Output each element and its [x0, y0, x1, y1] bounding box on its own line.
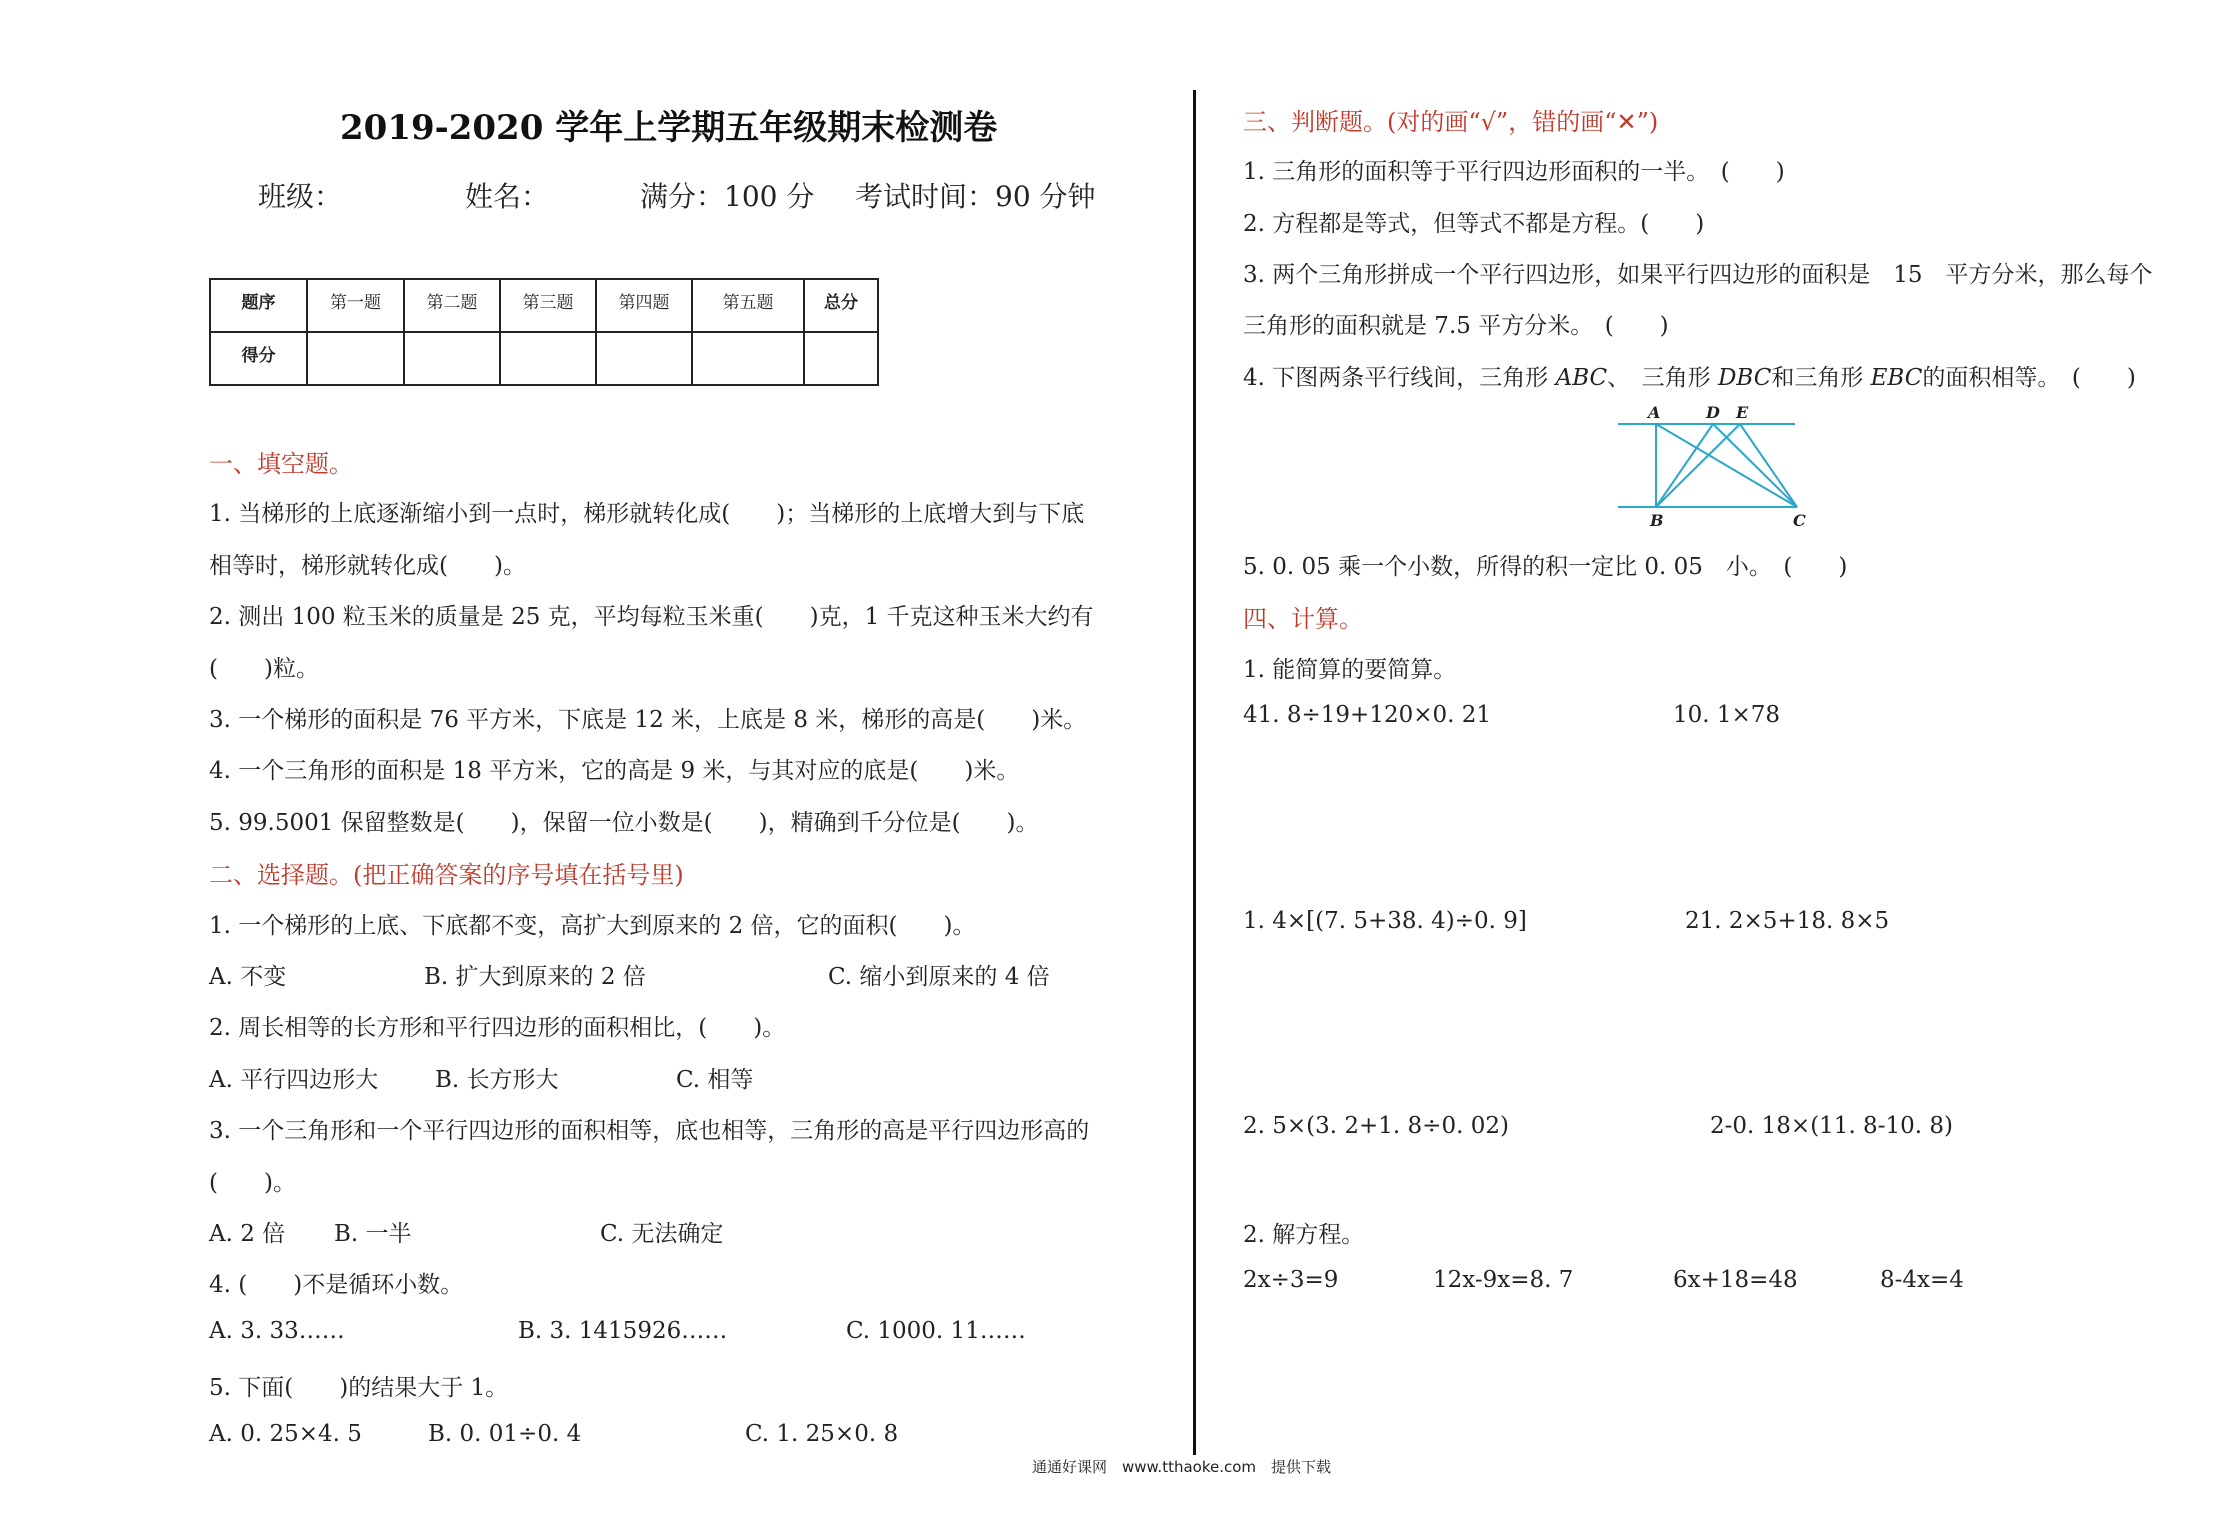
option-text: C. 相等: [676, 1067, 754, 1093]
score-cell[interactable]: [804, 332, 878, 385]
table-cell: 第四题: [596, 279, 692, 332]
exam-time: 考试时间：90 分钟: [855, 180, 1096, 213]
expression: 21. 2×5+18. 8×5: [1685, 908, 1890, 934]
score-cell[interactable]: [307, 332, 404, 385]
table-cell: 第五题: [692, 279, 804, 332]
text-segment: 的面积相等。 ( ): [1922, 365, 2136, 391]
score-cell[interactable]: [404, 332, 500, 385]
text-segment: 和三角形: [1771, 365, 1871, 391]
question-text: 5. 下面( )的结果大于 1。: [209, 1375, 509, 1401]
question-text: 2. 方程都是等式，但等式不都是方程。( ): [1243, 211, 1705, 237]
question-text: 相等时，梯形就转化成( )。: [209, 553, 526, 579]
table-cell: 题序: [210, 279, 307, 332]
option-text: A. 平行四边形大: [209, 1067, 379, 1093]
score-table: [209, 278, 879, 386]
option-text: B. 长方形大: [435, 1067, 559, 1093]
segment-ec: [1740, 424, 1797, 507]
question-text: 1. 三角形的面积等于平行四边形面积的一半。 ( ): [1243, 159, 1785, 185]
option-text: C. 无法确定: [600, 1221, 724, 1247]
parallel-lines-figure: [1610, 400, 1810, 535]
question-text: 5. 0. 05 乘一个小数，所得的积一定比 0. 05 小。 ( ): [1243, 554, 1848, 580]
class-label: 班级：: [258, 180, 343, 213]
question-text: 3. 一个梯形的面积是 76 平方米，下底是 12 米，上底是 8 米，梯形的高是( )米。: [209, 707, 1087, 733]
section-title: 四、计算。: [1243, 605, 1363, 633]
option-text: B. 3. 1415926……: [518, 1318, 728, 1344]
name-label: 姓名：: [465, 180, 550, 213]
point-label-c: C: [1793, 511, 1806, 530]
question-text: ( )。: [209, 1170, 296, 1196]
option-text: C. 缩小到原来的 4 倍: [828, 964, 1050, 990]
section-title: 一、填空题。: [209, 450, 353, 478]
point-label-d: D: [1706, 403, 1720, 422]
expression: 10. 1×78: [1673, 702, 1781, 728]
footer-credit: 通通好课网 www.tthaoke.com 提供下载: [1032, 1458, 1332, 1476]
option-text: A. 0. 25×4. 5: [209, 1421, 362, 1447]
expression: 41. 8÷19+120×0. 21: [1243, 702, 1492, 728]
question-text: ( )粒。: [209, 656, 319, 682]
table-cell: 第三题: [500, 279, 596, 332]
expression: 1. 4×[(7. 5+38. 4)÷0. 9]: [1243, 908, 1527, 934]
table-cell: 总分: [804, 279, 878, 332]
score-cell[interactable]: [596, 332, 692, 385]
subquestion-title: 2. 解方程。: [1243, 1222, 1365, 1248]
text-segment: 、 三角形: [1607, 365, 1718, 391]
equation: 8-4x=4: [1880, 1267, 1964, 1293]
question-text: 1. 一个梯形的上底、下底都不变，高扩大到原来的 2 倍，它的面积( )。: [209, 913, 976, 939]
section-title: 二、选择题。(把正确答案的序号填在括号里): [209, 861, 684, 889]
question-text: 3. 一个三角形和一个平行四边形的面积相等，底也相等，三角形的高是平行四边形高的: [209, 1118, 1090, 1144]
point-label-b: B: [1650, 511, 1664, 530]
question-text: 三角形的面积就是 7.5 平方分米。 ( ): [1243, 313, 1669, 339]
option-text: B. 扩大到原来的 2 倍: [424, 964, 646, 990]
equation: 12x-9x=8. 7: [1433, 1267, 1574, 1293]
option-text: A. 3. 33……: [209, 1318, 345, 1344]
text-segment: DBC: [1717, 365, 1772, 391]
text-segment: ABC: [1555, 365, 1608, 391]
score-table-score-row: [210, 332, 878, 385]
section-title: 三、判断题。(对的画“√”，错的画“✕”): [1243, 108, 1659, 136]
text-segment: EBC: [1870, 365, 1923, 391]
question-text: [1243, 359, 2136, 392]
expression: 2. 5×(3. 2+1. 8÷0. 02): [1243, 1113, 1509, 1139]
subquestion-title: 1. 能简算的要简算。: [1243, 657, 1457, 683]
question-text: 2. 周长相等的长方形和平行四边形的面积相比，( )。: [209, 1015, 786, 1041]
point-label-e: E: [1736, 403, 1749, 422]
option-text: C. 1000. 11……: [846, 1318, 1026, 1344]
equation: 2x÷3=9: [1243, 1267, 1339, 1293]
option-text: B. 0. 01÷0. 4: [428, 1421, 582, 1447]
question-text: 2. 测出 100 粒玉米的质量是 25 克，平均每粒玉米重( )克，1 千克这种玉米大约有: [209, 604, 1094, 630]
expression: 2-0. 18×(11. 8-10. 8): [1710, 1113, 1953, 1139]
question-text: 4. 一个三角形的面积是 18 平方米，它的高是 9 米，与其对应的底是( )米。: [209, 758, 1020, 784]
table-cell: 第二题: [404, 279, 500, 332]
option-text: B. 一半: [334, 1221, 412, 1247]
full-score: 满分：100 分: [640, 180, 815, 213]
point-label-a: A: [1648, 403, 1661, 422]
question-text: 1. 当梯形的上底逐渐缩小到一点时，梯形就转化成( )；当梯形的上底增大到与下底: [209, 501, 1085, 527]
column-divider: [1193, 90, 1196, 1455]
text-segment: 4. 下图两条平行线间，三角形: [1243, 365, 1556, 391]
option-text: A. 不变: [209, 964, 287, 990]
question-text: 3. 两个三角形拼成一个平行四边形，如果平行四边形的面积是 15 平方分米，那么每个: [1243, 262, 2153, 288]
option-text: C. 1. 25×0. 8: [745, 1421, 899, 1447]
score-cell[interactable]: [692, 332, 804, 385]
table-cell: 第一题: [307, 279, 404, 332]
equation: 6x+18=48: [1673, 1267, 1798, 1293]
score-cell[interactable]: [500, 332, 596, 385]
score-table-header-row: [210, 279, 878, 332]
exam-title: 2019-2020 学年上学期五年级期末检测卷: [340, 108, 998, 148]
question-text: 5. 99.5001 保留整数是( )，保留一位小数是( )，精确到千分位是( )。: [209, 810, 1039, 836]
table-cell: 得分: [210, 332, 307, 385]
option-text: A. 2 倍: [209, 1221, 286, 1247]
question-text: 4. ( )不是循环小数。: [209, 1272, 464, 1298]
segment-db: [1656, 424, 1713, 507]
